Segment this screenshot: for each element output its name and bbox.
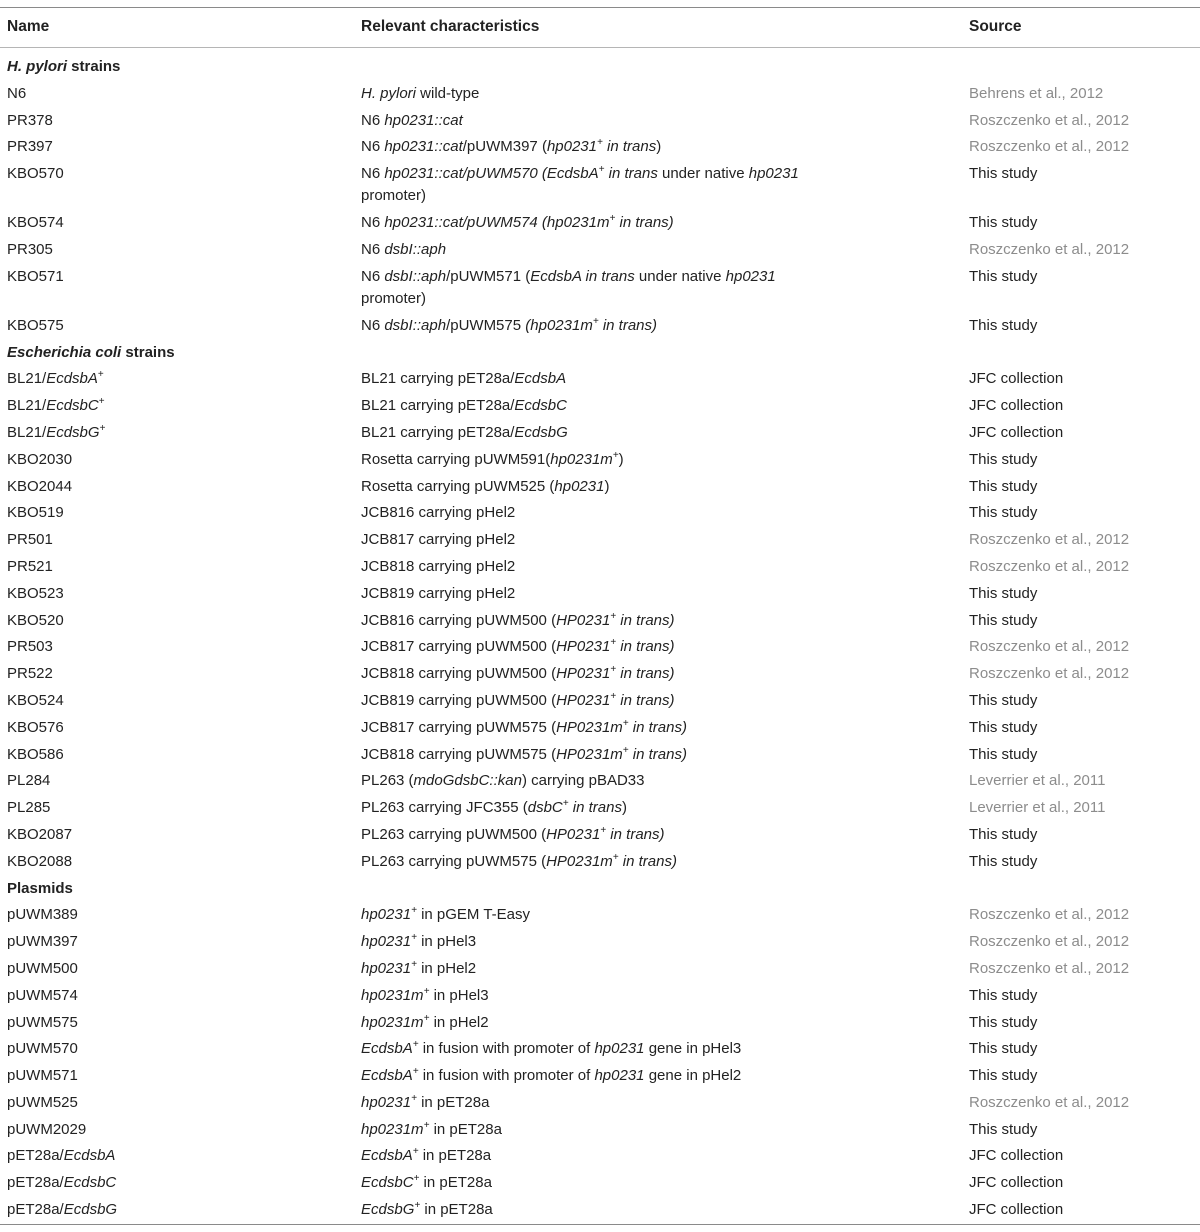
cell-name: pUWM2029 bbox=[7, 1120, 87, 1138]
cell-name: pUWM389 bbox=[7, 906, 78, 924]
cell-source: Roszczenko et al., 2012 bbox=[969, 138, 1130, 156]
cell-source: This study bbox=[969, 477, 1038, 495]
cell-characteristics: JCB817 carrying pUWM575 (HP0231m+ in trans) bbox=[361, 717, 687, 736]
table-row bbox=[0, 1063, 1200, 1090]
cell-source: This study bbox=[969, 1013, 1038, 1031]
cell-characteristics: JCB818 carrying pUWM500 (HP0231+ in trans) bbox=[361, 664, 675, 683]
cell-name: PR501 bbox=[7, 531, 53, 549]
cell-source: Roszczenko et al., 2012 bbox=[969, 959, 1130, 977]
cell-characteristics: H. pylori wild-type bbox=[361, 84, 480, 102]
cell-source: This study bbox=[969, 316, 1038, 334]
table-row bbox=[0, 527, 1200, 554]
cell-source: This study bbox=[969, 611, 1038, 629]
cell-source: Roszczenko et al., 2012 bbox=[969, 638, 1130, 656]
cell-name: pUWM570 bbox=[7, 1040, 78, 1058]
table-row bbox=[0, 474, 1200, 501]
table-row bbox=[0, 688, 1200, 715]
cell-characteristics: N6 dsbI::aph bbox=[361, 240, 447, 258]
table-row bbox=[0, 393, 1200, 420]
cell-name: PR521 bbox=[7, 557, 53, 575]
cell-characteristics: EcdsbA+ in fusion with promoter of hp0231 gene in pHel3 bbox=[361, 1039, 742, 1058]
cell-characteristics: JCB818 carrying pHel2 bbox=[361, 557, 516, 575]
table-row bbox=[0, 500, 1200, 527]
header-name: Name bbox=[7, 18, 50, 35]
table-row bbox=[0, 81, 1200, 108]
cell-characteristics: N6 dsbI::aph/pUWM571 (EcdsbA in trans under native hp0231 promoter) bbox=[361, 267, 776, 307]
table-row bbox=[0, 634, 1200, 661]
cell-characteristics: hp0231+ in pET28a bbox=[361, 1092, 490, 1111]
cell-name: KBO571 bbox=[7, 267, 64, 285]
cell-source: Roszczenko et al., 2012 bbox=[969, 906, 1130, 924]
header-rule bbox=[0, 47, 1200, 48]
cell-characteristics: BL21 carrying pET28a/EcdsbA bbox=[361, 370, 567, 388]
cell-name: N6 bbox=[7, 84, 27, 102]
cell-source: This study bbox=[969, 745, 1038, 763]
cell-source: Roszczenko et al., 2012 bbox=[969, 557, 1130, 575]
cell-name: BL21/EcdsbG+ bbox=[7, 422, 106, 441]
cell-characteristics: Rosetta carrying pUWM525 (hp0231) bbox=[361, 477, 610, 495]
cell-characteristics: PL263 carrying JFC355 (dsbC+ in trans) bbox=[361, 798, 627, 817]
section-header-row bbox=[0, 340, 1200, 367]
cell-source: JFC collection bbox=[969, 423, 1064, 441]
section-title: Escherichia coli strains bbox=[7, 343, 175, 361]
cell-characteristics: EcdsbG+ in pET28a bbox=[361, 1200, 493, 1219]
cell-name: pUWM571 bbox=[7, 1067, 78, 1085]
table-row bbox=[0, 608, 1200, 635]
cell-characteristics: JCB818 carrying pUWM575 (HP0231m+ in trans) bbox=[361, 744, 687, 763]
table-row bbox=[0, 237, 1200, 264]
table-row bbox=[0, 554, 1200, 581]
table-row bbox=[0, 661, 1200, 688]
cell-name: PR522 bbox=[7, 665, 53, 683]
cell-characteristics: hp0231+ in pHel2 bbox=[361, 958, 477, 977]
cell-name: PR397 bbox=[7, 138, 53, 156]
table-row bbox=[0, 849, 1200, 876]
table-row bbox=[0, 929, 1200, 956]
cell-source: This study bbox=[969, 1040, 1038, 1058]
cell-name: KBO2044 bbox=[7, 477, 73, 495]
cell-name: pUWM397 bbox=[7, 933, 78, 951]
cell-source: Roszczenko et al., 2012 bbox=[969, 665, 1130, 683]
cell-name: KBO523 bbox=[7, 584, 64, 602]
table-row bbox=[0, 822, 1200, 849]
table-row bbox=[0, 1117, 1200, 1144]
cell-characteristics: hp0231+ in pGEM T-Easy bbox=[361, 905, 530, 924]
cell-source: This study bbox=[969, 1067, 1038, 1085]
cell-name: KBO2087 bbox=[7, 825, 73, 843]
cell-source: This study bbox=[969, 504, 1038, 522]
cell-characteristics: hp0231m+ in pHel2 bbox=[361, 1012, 489, 1031]
cell-source: This study bbox=[969, 584, 1038, 602]
cell-source: Roszczenko et al., 2012 bbox=[969, 111, 1130, 129]
table-row bbox=[0, 983, 1200, 1010]
table-row bbox=[0, 795, 1200, 822]
cell-characteristics: EcdsbA+ in fusion with promoter of hp0231 gene in pHel2 bbox=[361, 1066, 742, 1085]
cell-source: JFC collection bbox=[969, 370, 1064, 388]
cell-source: Roszczenko et al., 2012 bbox=[969, 531, 1130, 549]
table-top-rule bbox=[0, 7, 1200, 8]
cell-characteristics: JCB816 carrying pHel2 bbox=[361, 504, 516, 522]
cell-name: pET28a/EcdsbG bbox=[7, 1201, 118, 1219]
cell-name: pUWM500 bbox=[7, 959, 78, 977]
cell-name: pUWM575 bbox=[7, 1013, 78, 1031]
cell-characteristics: JCB817 carrying pUWM500 (HP0231+ in trans) bbox=[361, 637, 675, 656]
section-title: H. pylori strains bbox=[7, 58, 121, 75]
cell-characteristics: JCB816 carrying pUWM500 (HP0231+ in trans) bbox=[361, 610, 675, 629]
cell-source: Behrens et al., 2012 bbox=[969, 84, 1104, 102]
section-title: Plasmids bbox=[7, 879, 73, 897]
cell-name: pUWM574 bbox=[7, 986, 78, 1004]
cell-name: PR378 bbox=[7, 111, 53, 129]
table-row bbox=[0, 210, 1200, 237]
cell-source: Roszczenko et al., 2012 bbox=[969, 933, 1130, 951]
cell-characteristics: PL263 carrying pUWM500 (HP0231+ in trans) bbox=[361, 824, 665, 843]
table-row bbox=[0, 313, 1200, 340]
cell-source: JFC collection bbox=[969, 1201, 1064, 1219]
table-body bbox=[0, 54, 1200, 1224]
cell-characteristics: PL263 carrying pUWM575 (HP0231m+ in trans) bbox=[361, 851, 677, 870]
cell-characteristics: PL263 (mdoGdsbC::kan) carrying pBAD33 bbox=[361, 772, 645, 790]
table-row bbox=[0, 264, 1200, 313]
table-bottom-rule bbox=[0, 1224, 1200, 1225]
cell-characteristics: N6 hp0231::cat bbox=[361, 111, 463, 129]
table-row bbox=[0, 581, 1200, 608]
cell-name: KBO576 bbox=[7, 718, 64, 736]
table-row bbox=[0, 1143, 1200, 1170]
cell-name: KBO586 bbox=[7, 745, 64, 763]
cell-characteristics: JCB819 carrying pHel2 bbox=[361, 584, 516, 602]
cell-source: This study bbox=[969, 267, 1038, 285]
cell-source: Roszczenko et al., 2012 bbox=[969, 1093, 1130, 1111]
cell-source: JFC collection bbox=[969, 397, 1064, 415]
table-row bbox=[0, 1036, 1200, 1063]
cell-source: This study bbox=[969, 165, 1038, 183]
cell-characteristics: BL21 carrying pET28a/EcdsbC bbox=[361, 397, 567, 415]
table-row bbox=[0, 134, 1200, 161]
table-row bbox=[0, 742, 1200, 769]
table-row bbox=[0, 1197, 1200, 1224]
cell-name: BL21/EcdsbA+ bbox=[7, 369, 104, 388]
table-row bbox=[0, 1090, 1200, 1117]
cell-name: PR503 bbox=[7, 638, 53, 656]
cell-name: pET28a/EcdsbC bbox=[7, 1174, 117, 1192]
cell-characteristics: N6 hp0231::cat/pUWM574 (hp0231m+ in trans) bbox=[361, 213, 674, 232]
cell-source: Leverrier et al., 2011 bbox=[969, 799, 1106, 817]
table-row bbox=[0, 768, 1200, 795]
cell-characteristics: hp0231m+ in pET28a bbox=[361, 1119, 502, 1138]
header-characteristics: Relevant characteristics bbox=[361, 18, 540, 35]
cell-characteristics: Rosetta carrying pUWM591(hp0231m+) bbox=[361, 449, 624, 468]
cell-characteristics: JCB817 carrying pHel2 bbox=[361, 531, 516, 549]
cell-source: This study bbox=[969, 825, 1038, 843]
cell-name: PL285 bbox=[7, 799, 51, 817]
cell-characteristics: N6 hp0231::cat/pUWM570 (EcdsbA+ in trans under native hp0231 promoter) bbox=[361, 164, 799, 205]
section-header-row bbox=[0, 876, 1200, 903]
cell-characteristics: hp0231+ in pHel3 bbox=[361, 932, 477, 951]
cell-characteristics: EcdsbC+ in pET28a bbox=[361, 1173, 492, 1192]
cell-name: KBO575 bbox=[7, 316, 64, 334]
cell-source: This study bbox=[969, 718, 1038, 736]
table-row bbox=[0, 956, 1200, 983]
cell-name: KBO2088 bbox=[7, 852, 73, 870]
cell-characteristics: hp0231m+ in pHel3 bbox=[361, 985, 489, 1004]
cell-characteristics: EcdsbA+ in pET28a bbox=[361, 1146, 492, 1165]
cell-name: KBO574 bbox=[7, 214, 64, 232]
cell-source: Roszczenko et al., 2012 bbox=[969, 240, 1130, 258]
cell-source: This study bbox=[969, 986, 1038, 1004]
cell-source: This study bbox=[969, 691, 1038, 709]
cell-characteristics: JCB819 carrying pUWM500 (HP0231+ in trans) bbox=[361, 690, 675, 709]
header-source: Source bbox=[969, 18, 1022, 35]
cell-name: BL21/EcdsbC+ bbox=[7, 396, 105, 415]
cell-source: JFC collection bbox=[969, 1147, 1064, 1165]
cell-name: KBO520 bbox=[7, 611, 64, 629]
cell-characteristics: N6 hp0231::cat/pUWM397 (hp0231+ in trans) bbox=[361, 137, 662, 156]
cell-characteristics: BL21 carrying pET28a/EcdsbG bbox=[361, 423, 568, 441]
table-row bbox=[0, 161, 1200, 210]
table-row bbox=[0, 902, 1200, 929]
table-row bbox=[0, 447, 1200, 474]
cell-name: PR305 bbox=[7, 240, 53, 258]
cell-source: JFC collection bbox=[969, 1174, 1064, 1192]
cell-source: This study bbox=[969, 852, 1038, 870]
cell-name: pUWM525 bbox=[7, 1093, 78, 1111]
cell-name: KBO2030 bbox=[7, 450, 73, 468]
table-row bbox=[0, 108, 1200, 135]
table-row bbox=[0, 715, 1200, 742]
cell-name: KBO570 bbox=[7, 165, 64, 183]
cell-source: This study bbox=[969, 1120, 1038, 1138]
cell-characteristics: N6 dsbI::aph/pUWM575 (hp0231m+ in trans) bbox=[361, 315, 658, 334]
cell-source: This study bbox=[969, 450, 1038, 468]
cell-name: KBO519 bbox=[7, 504, 64, 522]
section-header-row bbox=[0, 54, 1200, 81]
cell-source: This study bbox=[969, 214, 1038, 232]
table-row bbox=[0, 420, 1200, 447]
table-row bbox=[0, 366, 1200, 393]
table-row bbox=[0, 1170, 1200, 1197]
cell-source: Leverrier et al., 2011 bbox=[969, 772, 1106, 790]
cell-name: KBO524 bbox=[7, 691, 64, 709]
cell-name: pET28a/EcdsbA bbox=[7, 1147, 116, 1165]
table-row bbox=[0, 1010, 1200, 1037]
cell-name: PL284 bbox=[7, 772, 51, 790]
